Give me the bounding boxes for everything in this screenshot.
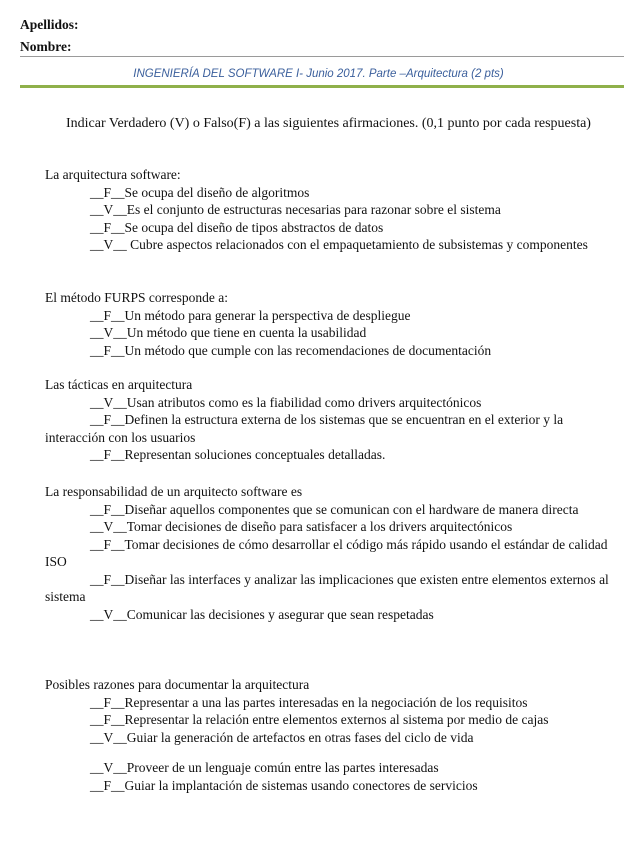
nombre-label: Nombre: — [20, 39, 72, 54]
answer-option: __F__Tomar decisiones de cómo desarrollar el código más rápido usando el estándar de calidad ISO — [45, 536, 608, 569]
header-divider — [20, 56, 624, 57]
exam-subtitle: INGENIERÍA DEL SOFTWARE I- Junio 2017. Parte –Arquitectura (2 pts) — [133, 68, 504, 80]
answer-option: __V__Es el conjunto de estructuras necesarias para razonar sobre el sistema — [90, 202, 501, 217]
answer-option: __F__Un método para generar la perspectiva de despliegue — [90, 307, 411, 323]
question-title: Las tácticas en arquitectura — [45, 377, 193, 392]
apellidos-label: Apellidos: — [20, 17, 79, 32]
answer-option: __F__Diseñar aquellos componentes que se comunican con el hardware de manera directa — [90, 501, 579, 517]
question-title: La responsabilidad de un arquitecto software es — [45, 484, 303, 499]
answer-option: __F__Definen la estructura externa de los sistemas que se encuentran en el exterior y la interacción con los usuarios — [45, 412, 564, 445]
answer-option: __V__Tomar decisiones de diseño para satisfacer a los drivers arquitectónicos — [90, 519, 513, 534]
accent-divider — [20, 85, 624, 88]
question-title: El método FURPS corresponde a: — [45, 290, 228, 305]
answer-option: __V__Un método que tiene en cuenta la usabilidad — [90, 325, 367, 340]
answer-option: __F__Diseñar las interfaces y analizar las implicaciones que existen entre elementos externos al sistema — [45, 571, 609, 604]
answer-option: __F__Representar a una las partes interesadas en la negociación de los requisitos — [90, 694, 528, 710]
answer-option: __F__Se ocupa del diseño de tipos abstractos de datos — [90, 219, 384, 235]
question-title: Posibles razones para documentar la arquitectura — [45, 677, 310, 692]
question-block — [45, 376, 625, 464]
answer-option: __F__Representan soluciones conceptuales detalladas. — [90, 447, 386, 462]
answer-option: __F__Un método que cumple con las recomendaciones de documentación — [90, 342, 492, 358]
answer-option: __F__Guiar la implantación de sistemas usando conectores de servicios — [90, 777, 478, 793]
answer-option: __V__ Cubre aspectos relacionados con el empaquetamiento de subsistemas y componentes — [90, 237, 588, 252]
answer-option: __V__Usan atributos como es la fiabilidad como drivers arquitectónicos — [90, 394, 482, 410]
question-block — [45, 483, 625, 623]
question-block — [45, 166, 625, 254]
answer-option: __V__Proveer de un lenguaje común entre las partes interesadas — [90, 760, 439, 775]
answer-option: __V__Comunicar las decisiones y asegurar que sean respetadas — [90, 606, 434, 622]
question-block — [45, 289, 625, 359]
answer-option: __F__Representar la relación entre elementos externos al sistema por medio de cajas — [90, 712, 549, 727]
answer-option: __F__Se ocupa del diseño de algoritmos — [90, 184, 310, 200]
question-block — [45, 676, 625, 794]
question-title: La arquitectura software: — [45, 167, 181, 182]
instructions: Indicar Verdadero (V) o Falso(F) a las siguientes afirmaciones. (0,1 punto por cada respuesta) — [66, 116, 591, 131]
answer-option: __V__Guiar la generación de artefactos en otras fases del ciclo de vida — [90, 729, 474, 745]
